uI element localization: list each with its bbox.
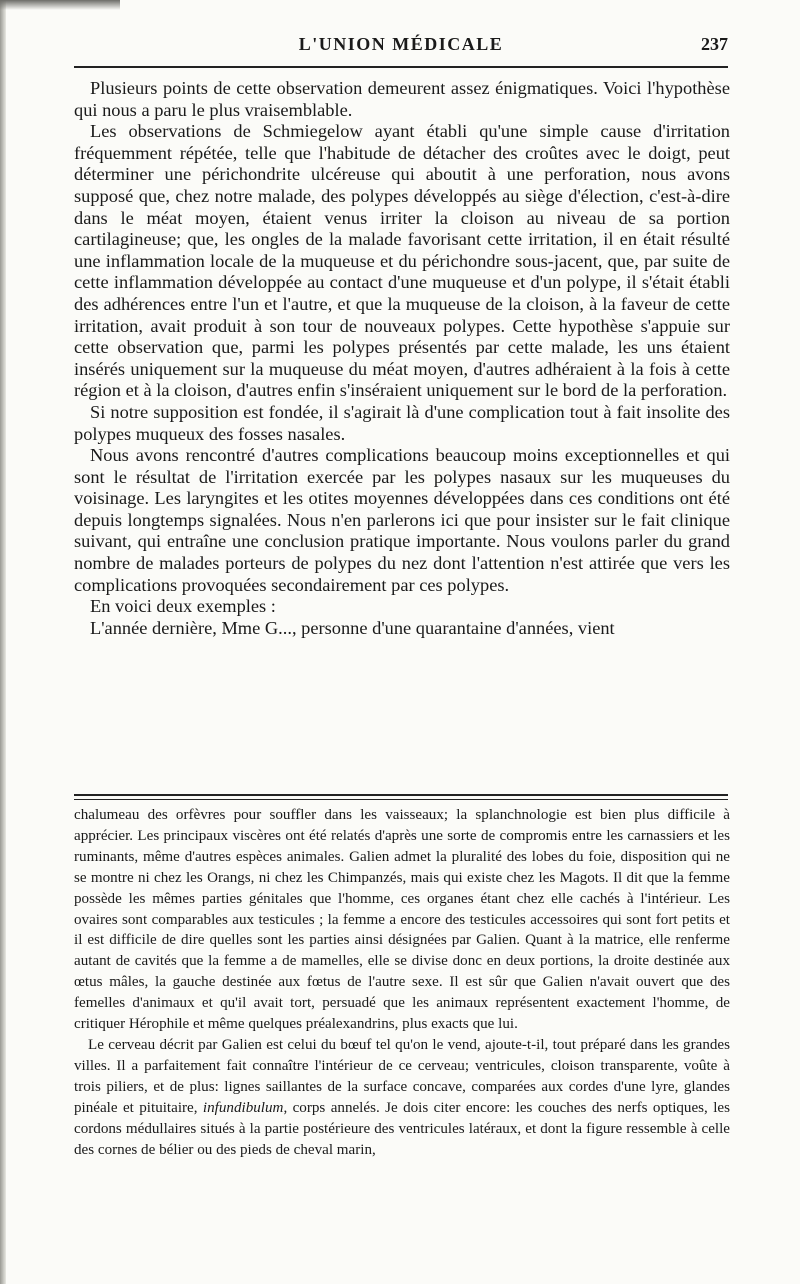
paragraph-3: Si notre supposition est fondée, il s'agirait là d'une complication tout à fait insolite des polypes muqueux des fosses nasales. [74,401,730,444]
paragraph-5: En voici deux exemples : [90,596,276,617]
footnote-text-part-2: , corps annelés. Je dois citer encore: les couches des nerfs optiques, les cordons médullaires situés à la partie postérieure des ventricules latéraux, et dont la figure ressemble à celle des cornes de bélier ou des pieds de cheval marin, [74,1099,730,1158]
footnote-rule [74,794,728,800]
footnotes [74,805,730,1160]
paragraph-1: Plusieurs points de cette observation demeurent assez énigmatiques. Voici l'hypothèse qui nous a paru le plus vraisemblable. [74,78,730,120]
paragraph-4: Nous avons rencontré d'autres complications beaucoup moins exceptionnelles et qui sont le résultat de l'irritation exercée par les polypes nasaux sur les muqueuses du voisinage. Les laryngites et les otites moyennes développées dans ces conditions ont été depuis longtemps signalées. Nous n'en parlerons ici que pour insister sur le fait clinique suivant, qui entraîne une conclusion pratique importante. Nous voulons parler du grand nombre de malades porteurs de polypes du nez dont l'attention n'est attirée que vers les complications provoquées secondairement par ces polypes. [74,445,730,595]
page-edge-shadow [0,0,6,1284]
main-text [74,78,730,639]
footnote-text-part-1: Le cerveau décrit par Galien est celui du bœuf tel qu'on le vend, ajoute-t-il, tout préparé dans les grandes villes. Il a parfaitement fait connaître l'intérieur de ce cerveau; ventricules, cloison transparente, voûte à trois piliers, et de plus: lignes saillantes de la surface concave, comparées aux cordes d'une lyre, glandes pinéale et pituitaire, [74,1036,730,1116]
footnote-italic-term: infundibulum [202,1099,284,1116]
running-head [74,34,728,60]
page-corner-shadow [0,0,120,10]
paragraph-2: Les observations de Schmiegelow ayant établi qu'une simple cause d'irritation fréquemment répétée, telle que l'habitude de détacher des croûtes avec le doigt, peut déterminer une périchondrite ulcéreuse qui aboutit à une perforation, nous avons supposé que, chez notre malade, des polypes développés au siège d'élection, c'est-à-dire dans le méat moyen, étaient venus irriter la cloison au niveau de sa portion cartilagineuse; que, les ongles de la malade favorisant cette irritation, il en était résulté une inflammation locale de la muqueuse et du périchondre sous-jacent, que, par suite de cette inflammation développée au contact d'une muqueuse et d'un polype, il s'était établi des adhérences entre l'un et l'autre, et que la muqueuse de la cloison, à la faveur de cette irritation, avait produit à son tour de nouveaux polypes. Cette hypothèse s'appuie sur cette observation que, parmi les polypes présentés par cette malade, les uns étaient insérés uniquement sur la muqueuse du méat moyen, d'autres adhéraient à la fois à cette région et à la cloison, d'autres enfin s'inséraient uniquement sur le bord de la perforation. [74,121,730,401]
running-title: L'UNION MÉDICALE [298,34,504,54]
footnote-paragraph-2 [74,1035,730,1160]
page-number: 237 [701,34,728,54]
footnote-paragraph-1: chalumeau des orfèvres pour souffler dans les vaisseaux; la splanchnologie est bien plus difficile à apprécier. Les principaux viscères ont été relatés d'après une sorte de compromis entre les carnassiers et les ruminants, même d'autres espèces animales. Galien admet la pluralité des lobes du foie, disposition qui ne se montre ni chez les Orangs, ni chez les Chimpanzés, mais qui existe chez les Magots. Il dit que la femme possède les mêmes parties génitales que l'homme, ces organes étant chez elle cachés à l'intérieur. Les ovaires sont comparables aux testicules ; la femme a encore des testicules accessoires qui sont fort petits et il est difficile de dire quelles sont les parties ainsi désignées par Galien. Quant à la matrice, elle renferme autant de cavités que la femme a de mamelles, elle se divise donc en deux portions, la droite destinée aux œtus mâles, la gauche destinée aux fœtus de l'autre sexe. Il est sûr que Galien n'avait ouvert que des femelles d'animaux et qu'il avait tort, persuadé que les animaux représentent exactement l'homme, de critiquer Hérophile et même quelques préalexandrins, plus exacts que lui. [74,807,730,1033]
paragraph-6: L'année dernière, Mme G..., personne d'une quarantaine d'années, vient [90,617,615,638]
header-rule [74,66,728,68]
